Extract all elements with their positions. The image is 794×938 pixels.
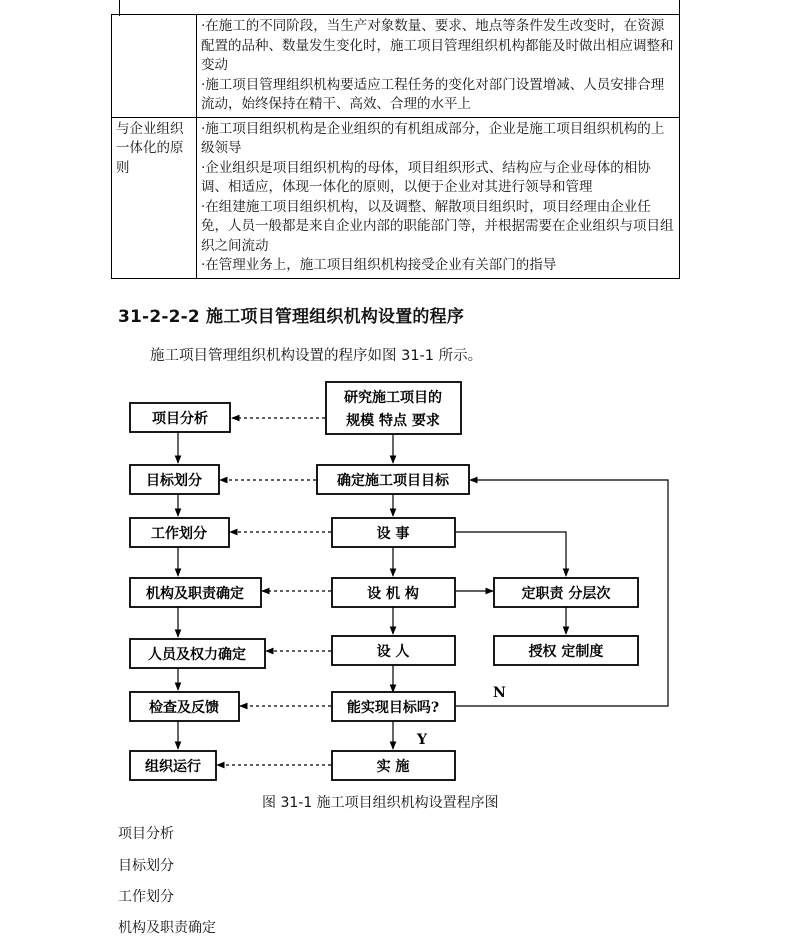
list-item: 项目分析 bbox=[118, 826, 174, 842]
bullet-text: ·在组建施工项目组织机构，以及调整、解散项目组织时，项目经理由企业任免，人员一般都是来自企业内部的职能部门等，并根据需要在企业组织与项目组织之间流动 bbox=[201, 198, 674, 254]
intro-paragraph: 施工项目管理组织机构设置的程序如图 31-1 所示。 bbox=[150, 348, 483, 364]
label-no: N bbox=[493, 685, 506, 701]
box-label: 设 人 bbox=[376, 644, 410, 660]
bullet-text: ·施工项目管理组织机构要适应工程任务的变化对部门设置增减、人员安排合理流动，始终保持在精干、高效、合理的水平上 bbox=[201, 76, 665, 112]
box-label: 规模 特点 要求 bbox=[346, 413, 440, 429]
label-yes: Y bbox=[417, 732, 427, 748]
bullet-text: ·在管理业务上，施工项目组织机构接受企业有关部门的指导 bbox=[201, 257, 557, 273]
box-label: 工作划分 bbox=[151, 526, 207, 542]
box-label: 人员及权力确定 bbox=[148, 647, 246, 663]
box-label: 机构及职责确定 bbox=[146, 586, 244, 602]
arrow-connector bbox=[456, 532, 566, 576]
box-label: 实 施 bbox=[376, 759, 410, 775]
box-label: 授权 定制度 bbox=[528, 644, 604, 660]
box-label: 设 机 构 bbox=[367, 586, 419, 602]
box-label: 研究施工项目的 bbox=[344, 390, 442, 406]
box-label: 项目分析 bbox=[152, 411, 208, 427]
box-label: 能实现目标吗? bbox=[346, 700, 440, 716]
section-heading: 31-2-2-2 施工项目管理组织机构设置的程序 bbox=[118, 307, 465, 327]
bullet-text: ·在施工的不同阶段，当生产对象数量、要求、地点等条件发生改变时，在资源配置的品种、数量发生变化时，施工项目管理组织机构都能及时做出相应调整和变动 bbox=[201, 18, 674, 73]
figure-caption: 图 31-1 施工项目组织机构设置程序图 bbox=[262, 795, 499, 811]
box-label: 目标划分 bbox=[146, 473, 202, 489]
bullet-text: ·企业组织是项目组织机构的母体，项目组织形式、结构应与企业母体的相协调、相适应，体现一体化的原则，以便于企业对其进行领导和管理 bbox=[201, 159, 651, 195]
list-item: 机构及职责确定 bbox=[118, 920, 216, 936]
list-item: 工作划分 bbox=[118, 889, 174, 905]
box-label: 检查及反馈 bbox=[149, 700, 219, 716]
bullet-text: ·施工项目组织机构是企业组织的有机组成部分，企业是施工项目组织机构的上级领导 bbox=[201, 120, 665, 156]
box-label: 组织运行 bbox=[145, 759, 201, 775]
table-row-label: 与企业组织一体化的原则 bbox=[112, 117, 197, 278]
box-label: 设 事 bbox=[376, 526, 410, 542]
box-label: 定职责 分层次 bbox=[521, 586, 611, 602]
list-item: 目标划分 bbox=[118, 858, 174, 874]
box-label: 确定施工项目目标 bbox=[337, 473, 449, 489]
